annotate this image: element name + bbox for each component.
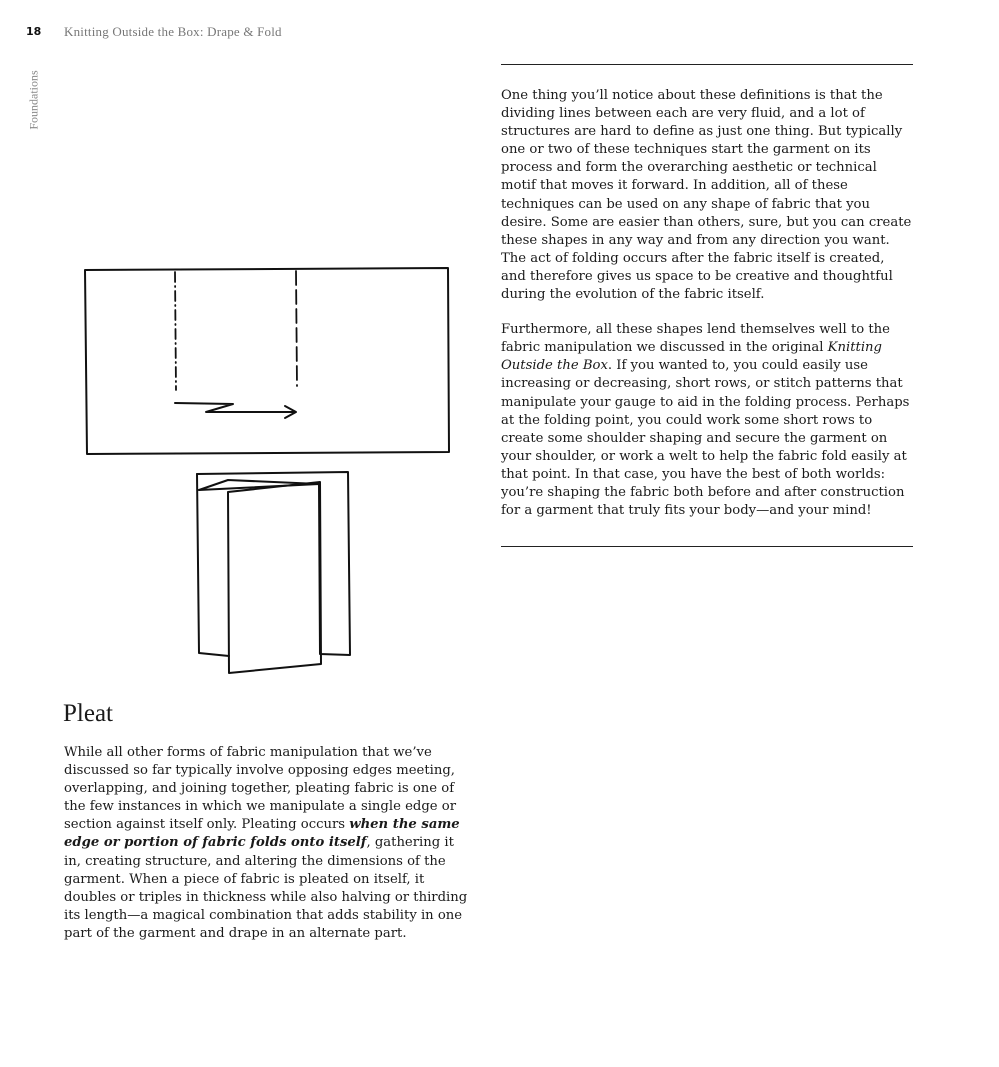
sidebar-paragraph-1: One thing you’ll notice about these definitions is that the dividing lines between each are very fluid, and a lot of structures are hard to define as just one thing. But typically one or two of these techniques start the garment on its process and form the overarching aesthetic or technical motif that moves it forward. In addition, all of these techniques can be used on any shape of fabric that you desire. Some are easier than others, sure, but you can create these shapes in any way and from any direction you want. The act of folding occurs after the fabric itself is created, and therefore gives us space to be creative and thoughtful during the evolution of the fabric itself.: [501, 88, 912, 303]
fold-line-dash-dot: [175, 272, 176, 390]
pleat-body-start: While all other forms of fabric manipulation that we’ve discussed so far typically involve opposing edges meeting, overlapping, and joining together, pleating fabric is one of the few instances in which we manipulate a single edge or section against itself only. Pleating occurs: [64, 745, 456, 833]
section-tab: Foundations: [26, 70, 41, 130]
back-panel-left-edge: [197, 474, 229, 656]
sidebar-paragraph-2: [501, 321, 913, 520]
pleat-body-text: [64, 744, 472, 943]
book-title: Knitting Outside the Box: [501, 340, 882, 374]
running-header: Knitting Outside the Box: Drape & Fold: [64, 24, 282, 39]
front-panel: [228, 482, 321, 673]
fold-line-dashed: [296, 271, 297, 386]
pleat-body-end: , gathering it in, creating structure, and altering the dimensions of the garment. When a piece of fabric is pleated on itself, it doubles or triples in thickness while also halving or thirding its length—a magical combination that adds stability in one part of the garment and drape in an alternate part.: [64, 835, 468, 941]
sidebar-paragraph-2-start: Furthermore, all these shapes lend themselves well to the fabric manipulation we discussed in the original: [501, 322, 890, 356]
pleat-illustration: [78, 262, 458, 682]
pleat-emphasis: when the same edge or portion of fabric folds onto itself: [64, 817, 460, 851]
fold-direction-arrow: [175, 403, 295, 412]
section-heading: Pleat: [63, 700, 113, 727]
back-panel: [197, 472, 350, 655]
flat-fabric-outline: [85, 268, 449, 454]
sidebar-paragraph-2-end: . If you wanted to, you could easily use increasing or decreasing, short rows, or stitch patterns that manipulate your gauge to aid in the folding process. Perhaps at the folding point, you could work some short rows to create some shoulder shaping and secure the garment on your shoulder, or work a welt to help the fabric fold easily at that point. In that case, you have the best of both worlds: you’re shaping the fabric both before and after construction for a garment that truly fits your body—and your mind!: [501, 358, 910, 519]
page-number: 18: [26, 25, 42, 38]
sidebar-box: [501, 64, 913, 547]
